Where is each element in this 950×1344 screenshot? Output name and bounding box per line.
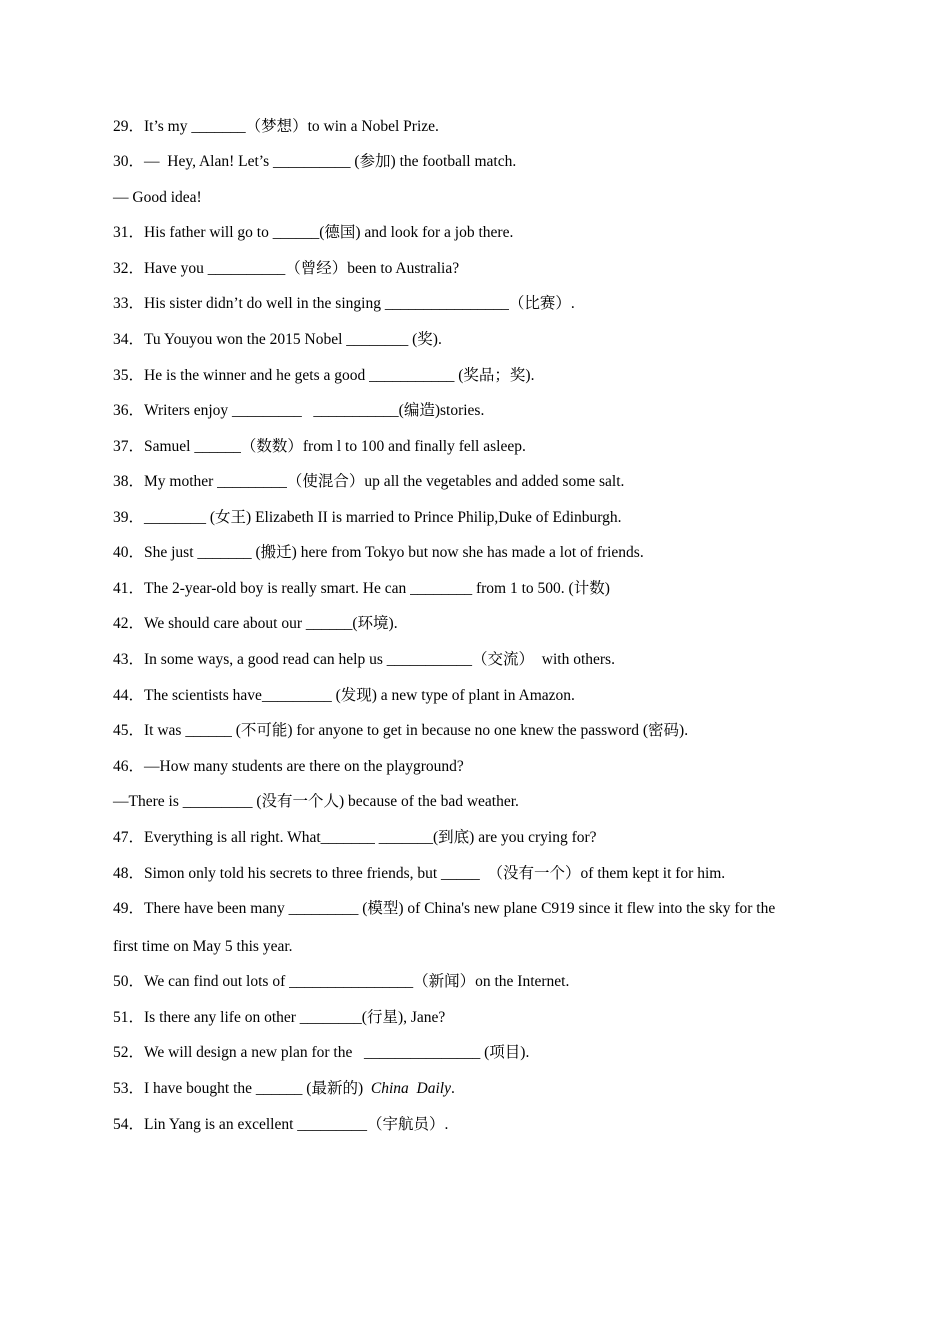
question-49-continued: first time on May 5 this year. — [113, 938, 293, 955]
question-53-italic-title: China Daily — [370, 1080, 451, 1097]
question-30-reply: — Good idea! — [113, 189, 202, 206]
question-49: 49．There have been many _________ (模型) of China's new plane C919 since it flew into the sky for the — [113, 900, 776, 917]
question-36: 36．Writers enjoy _________ ___________(编造)stories. — [113, 402, 485, 419]
question-37: 37．Samuel ______（数数）from l to 100 and finally fell asleep. — [113, 438, 526, 455]
question-41: 41．The 2-year-old boy is really smart. He can ________ from 1 to 500. (计数) — [113, 580, 610, 597]
question-43: 43．In some ways, a good read can help us ___________（交流） with others. — [113, 651, 615, 668]
question-50: 50．We can find out lots of ________________（新闻）on the Internet. — [113, 973, 570, 990]
question-40: 40．She just _______ (搬迁) here from Tokyo but now she has made a lot of friends. — [113, 544, 644, 561]
question-29: 29．It’s my _______（梦想）to win a Nobel Prize. — [113, 118, 439, 135]
question-39: 39．________ (女王) Elizabeth II is married to Prince Philip,Duke of Edinburgh. — [113, 509, 622, 526]
question-53-prefix: 53．I have bought the ______ (最新的) — [113, 1080, 371, 1097]
question-30: 30．— Hey, Alan! Let’s __________ (参加) the football match. — [113, 153, 517, 170]
question-46-reply: —There is _________ (没有一个人) because of the bad weather. — [113, 793, 519, 810]
question-35: 35．He is the winner and he gets a good ___________ (奖品；奖). — [113, 367, 535, 384]
question-32: 32．Have you __________（曾经）been to Australia? — [113, 260, 460, 277]
question-46: 46．—How many students are there on the playground? — [113, 758, 464, 775]
question-53 — [113, 1079, 455, 1099]
question-47: 47．Everything is all right. What_______ _______(到底) are you crying for? — [113, 829, 597, 846]
question-48: 48．Simon only told his secrets to three friends, but _____ （没有一个）of them kept it for him. — [113, 865, 726, 882]
question-52: 52．We will design a new plan for the _______________ (项目). — [113, 1044, 530, 1061]
question-31: 31．His father will go to ______(德国) and look for a job there. — [113, 224, 514, 241]
question-33: 33．His sister didn’t do well in the singing ________________（比赛）. — [113, 295, 575, 312]
question-45: 45．It was ______ (不可能) for anyone to get in because no one knew the password (密码). — [113, 722, 689, 739]
question-53-suffix: . — [450, 1080, 455, 1097]
question-54: 54．Lin Yang is an excellent _________（宇航员）. — [113, 1116, 449, 1133]
question-44: 44．The scientists have_________ (发现) a new type of plant in Amazon. — [113, 687, 575, 704]
question-38: 38．My mother _________（使混合）up all the vegetables and added some salt. — [113, 473, 625, 490]
question-51: 51．Is there any life on other ________(行星), Jane? — [113, 1009, 446, 1026]
question-42: 42．We should care about our ______(环境). — [113, 615, 398, 632]
question-34: 34．Tu Youyou won the 2015 Nobel ________ (奖). — [113, 331, 442, 348]
